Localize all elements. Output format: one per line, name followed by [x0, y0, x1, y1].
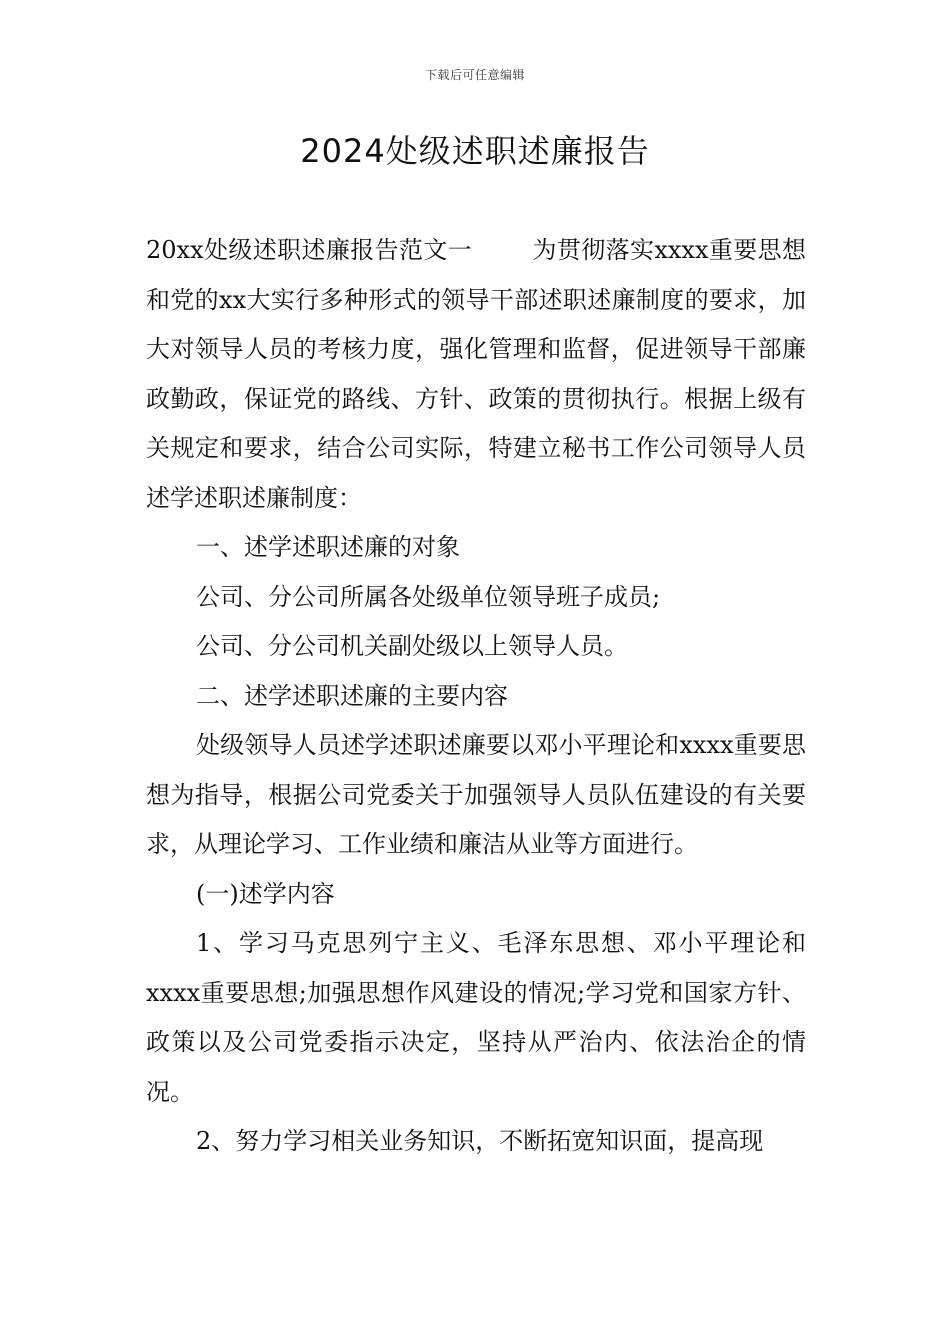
intro-lead: 20xx处级述职述廉报告范文一: [146, 236, 473, 264]
header-note: 下载后可任意编辑: [424, 68, 525, 82]
section-heading: 二、述学述职述廉的主要内容: [196, 681, 508, 710]
paragraph: 公司、分公司所属各处级单位领导班子成员;: [196, 582, 661, 611]
paragraph: 1、学习马克思列宁主义、毛泽东思想、邓小平理论和xxxx重要思想;加强思想作风建设的情况;学习党和国家方针、政策以及公司党委指示决定，坚持从严治内、依法治企的情况。: [146, 929, 806, 1106]
document-title: 2024处级述职述廉报告: [300, 132, 650, 170]
paragraph: 公司、分公司机关副处级以上领导人员。: [196, 632, 628, 660]
intro-paragraph: [146, 226, 806, 523]
paragraph: 处级领导人员述学述职述廉要以邓小平理论和xxxx重要思想为指导，根据公司党委关于加强领导人员队伍建设的有关要求，从理论学习、工作业绩和廉洁从业等方面进行。: [146, 731, 806, 858]
intro-text: 为贯彻落实xxxx重要思想和党的xx大实行多种形式的领导干部述职述廉制度的要求，加大对领导人员的考核力度，强化管理和监督，促进领导干部廉政勤政，保证党的路线、方针、政策的贯彻执行。根据上级有关规定和要求，结合公司实际，特建立秘书工作公司领导人员述学述职述廉制度：: [146, 236, 806, 512]
document-body: [146, 226, 806, 1167]
subsection-heading: (一)述学内容: [196, 879, 335, 908]
section-heading: 一、述学述职述廉的对象: [196, 533, 460, 561]
paragraph: 2、努力学习相关业务知识，不断拓宽知识面，提高现: [196, 1127, 764, 1155]
